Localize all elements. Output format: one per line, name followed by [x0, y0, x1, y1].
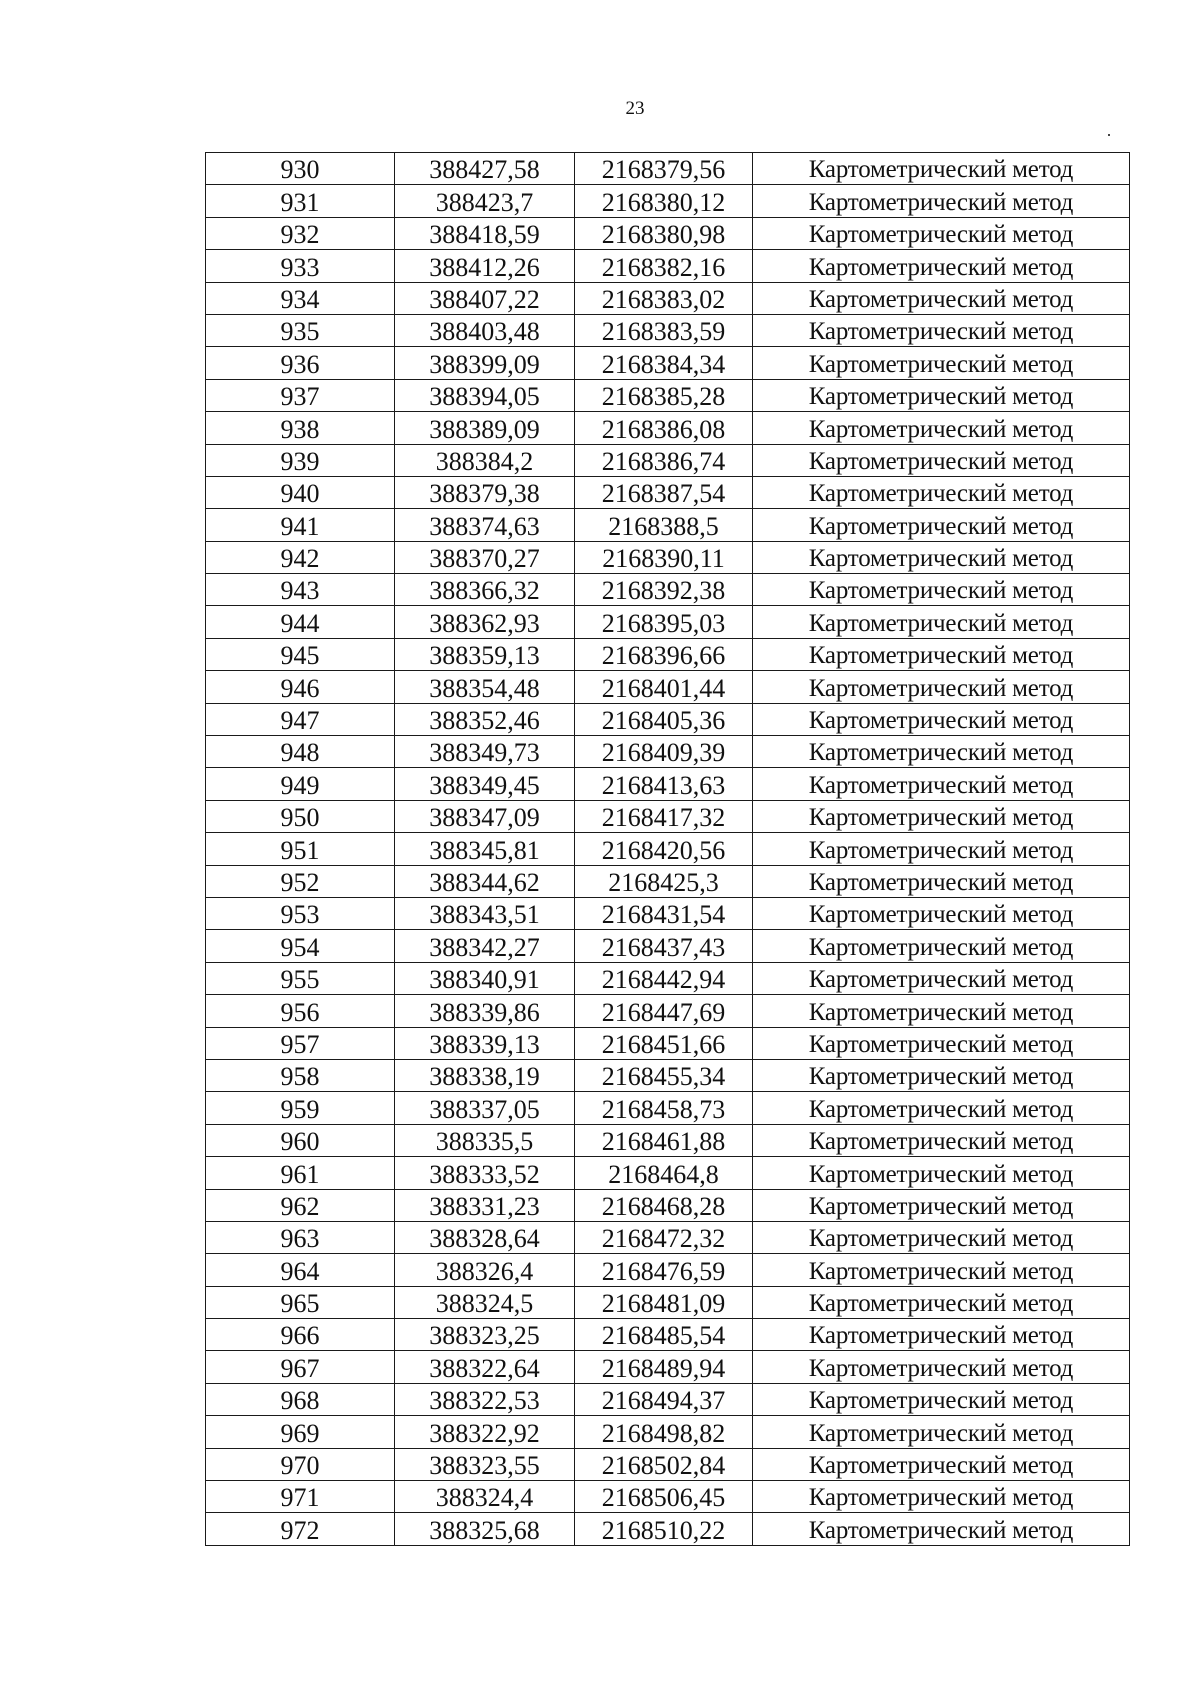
- table-row: [206, 1221, 1130, 1253]
- y-coordinate-cell: 2168379,56: [575, 153, 753, 185]
- x-coordinate-cell: 388370,27: [395, 541, 575, 573]
- y-coordinate-cell: 2168396,66: [575, 638, 753, 670]
- y-coordinate-cell: 2168382,16: [575, 250, 753, 282]
- y-coordinate-cell: 2168420,56: [575, 833, 753, 865]
- table-row: [206, 347, 1130, 379]
- point-number-cell: 970: [206, 1448, 395, 1480]
- table-row: [206, 1351, 1130, 1383]
- x-coordinate-cell: 388345,81: [395, 833, 575, 865]
- method-cell: Картометрический метод: [753, 995, 1130, 1027]
- x-coordinate-cell: 388340,91: [395, 962, 575, 994]
- method-cell: Картометрический метод: [753, 1448, 1130, 1480]
- method-cell: Картометрический метод: [753, 671, 1130, 703]
- point-number-cell: 968: [206, 1383, 395, 1415]
- x-coordinate-cell: 388339,13: [395, 1027, 575, 1059]
- y-coordinate-cell: 2168485,54: [575, 1319, 753, 1351]
- method-cell: Картометрический метод: [753, 1416, 1130, 1448]
- method-cell: Картометрический метод: [753, 962, 1130, 994]
- y-coordinate-cell: 2168510,22: [575, 1513, 753, 1545]
- table-row: [206, 995, 1130, 1027]
- y-coordinate-cell: 2168464,8: [575, 1157, 753, 1189]
- y-coordinate-cell: 2168498,82: [575, 1416, 753, 1448]
- table-row: [206, 606, 1130, 638]
- method-cell: Картометрический метод: [753, 736, 1130, 768]
- y-coordinate-cell: 2168405,36: [575, 703, 753, 735]
- table-row: [206, 897, 1130, 929]
- y-coordinate-cell: 2168390,11: [575, 541, 753, 573]
- y-coordinate-cell: 2168455,34: [575, 1059, 753, 1091]
- table-row: [206, 671, 1130, 703]
- point-number-cell: 949: [206, 768, 395, 800]
- scan-speck: [1108, 134, 1110, 136]
- y-coordinate-cell: 2168380,98: [575, 217, 753, 249]
- table-row: [206, 1254, 1130, 1286]
- point-number-cell: 954: [206, 930, 395, 962]
- table-row: [206, 833, 1130, 865]
- table-row: [206, 962, 1130, 994]
- x-coordinate-cell: 388331,23: [395, 1189, 575, 1221]
- x-coordinate-cell: 388326,4: [395, 1254, 575, 1286]
- x-coordinate-cell: 388362,93: [395, 606, 575, 638]
- method-cell: Картометрический метод: [753, 541, 1130, 573]
- table-row: [206, 1059, 1130, 1091]
- table-row: [206, 1157, 1130, 1189]
- point-number-cell: 947: [206, 703, 395, 735]
- point-number-cell: 972: [206, 1513, 395, 1545]
- table-row: [206, 736, 1130, 768]
- method-cell: Картометрический метод: [753, 1286, 1130, 1318]
- y-coordinate-cell: 2168386,74: [575, 444, 753, 476]
- method-cell: Картометрический метод: [753, 250, 1130, 282]
- point-number-cell: 945: [206, 638, 395, 670]
- x-coordinate-cell: 388403,48: [395, 314, 575, 346]
- x-coordinate-cell: 388418,59: [395, 217, 575, 249]
- y-coordinate-cell: 2168383,02: [575, 282, 753, 314]
- point-number-cell: 936: [206, 347, 395, 379]
- point-number-cell: 946: [206, 671, 395, 703]
- method-cell: Картометрический метод: [753, 1513, 1130, 1545]
- method-cell: Картометрический метод: [753, 574, 1130, 606]
- method-cell: Картометрический метод: [753, 1319, 1130, 1351]
- point-number-cell: 939: [206, 444, 395, 476]
- table-row: [206, 1027, 1130, 1059]
- table-row: [206, 574, 1130, 606]
- method-cell: Картометрический метод: [753, 638, 1130, 670]
- y-coordinate-cell: 2168431,54: [575, 897, 753, 929]
- table-row: [206, 250, 1130, 282]
- y-coordinate-cell: 2168461,88: [575, 1124, 753, 1156]
- table-row: [206, 1124, 1130, 1156]
- x-coordinate-cell: 388379,38: [395, 476, 575, 508]
- y-coordinate-cell: 2168387,54: [575, 476, 753, 508]
- method-cell: Картометрический метод: [753, 833, 1130, 865]
- table-row: [206, 217, 1130, 249]
- x-coordinate-cell: 388324,4: [395, 1481, 575, 1513]
- method-cell: Картометрический метод: [753, 800, 1130, 832]
- point-number-cell: 964: [206, 1254, 395, 1286]
- point-number-cell: 933: [206, 250, 395, 282]
- method-cell: Картометрический метод: [753, 1481, 1130, 1513]
- y-coordinate-cell: 2168413,63: [575, 768, 753, 800]
- x-coordinate-cell: 388354,48: [395, 671, 575, 703]
- point-number-cell: 934: [206, 282, 395, 314]
- point-number-cell: 935: [206, 314, 395, 346]
- table-row: [206, 768, 1130, 800]
- x-coordinate-cell: 388325,68: [395, 1513, 575, 1545]
- table-row: [206, 541, 1130, 573]
- point-number-cell: 960: [206, 1124, 395, 1156]
- x-coordinate-cell: 388374,63: [395, 509, 575, 541]
- x-coordinate-cell: 388322,53: [395, 1383, 575, 1415]
- x-coordinate-cell: 388335,5: [395, 1124, 575, 1156]
- point-number-cell: 938: [206, 412, 395, 444]
- y-coordinate-cell: 2168384,34: [575, 347, 753, 379]
- y-coordinate-cell: 2168385,28: [575, 379, 753, 411]
- x-coordinate-cell: 388399,09: [395, 347, 575, 379]
- point-number-cell: 951: [206, 833, 395, 865]
- x-coordinate-cell: 388323,25: [395, 1319, 575, 1351]
- method-cell: Картометрический метод: [753, 1254, 1130, 1286]
- method-cell: Картометрический метод: [753, 444, 1130, 476]
- y-coordinate-cell: 2168417,32: [575, 800, 753, 832]
- y-coordinate-cell: 2168458,73: [575, 1092, 753, 1124]
- table-row: [206, 1319, 1130, 1351]
- method-cell: Картометрический метод: [753, 865, 1130, 897]
- method-cell: Картометрический метод: [753, 282, 1130, 314]
- table-row: [206, 282, 1130, 314]
- table-row: [206, 703, 1130, 735]
- method-cell: Картометрический метод: [753, 768, 1130, 800]
- page-number: 23: [625, 98, 645, 119]
- table-row: [206, 1092, 1130, 1124]
- y-coordinate-cell: 2168401,44: [575, 671, 753, 703]
- point-number-cell: 931: [206, 185, 395, 217]
- x-coordinate-cell: 388349,45: [395, 768, 575, 800]
- method-cell: Картометрический метод: [753, 606, 1130, 638]
- x-coordinate-cell: 388343,51: [395, 897, 575, 929]
- table-row: [206, 1189, 1130, 1221]
- x-coordinate-cell: 388366,32: [395, 574, 575, 606]
- y-coordinate-cell: 2168383,59: [575, 314, 753, 346]
- point-number-cell: 971: [206, 1481, 395, 1513]
- x-coordinate-cell: 388339,86: [395, 995, 575, 1027]
- y-coordinate-cell: 2168481,09: [575, 1286, 753, 1318]
- point-number-cell: 966: [206, 1319, 395, 1351]
- table-row: [206, 444, 1130, 476]
- table-row: [206, 412, 1130, 444]
- table-row: [206, 1286, 1130, 1318]
- y-coordinate-cell: 2168425,3: [575, 865, 753, 897]
- point-number-cell: 961: [206, 1157, 395, 1189]
- table-row: [206, 1481, 1130, 1513]
- y-coordinate-cell: 2168502,84: [575, 1448, 753, 1480]
- point-number-cell: 932: [206, 217, 395, 249]
- x-coordinate-cell: 388322,64: [395, 1351, 575, 1383]
- method-cell: Картометрический метод: [753, 1092, 1130, 1124]
- point-number-cell: 940: [206, 476, 395, 508]
- method-cell: Картометрический метод: [753, 930, 1130, 962]
- method-cell: Картометрический метод: [753, 1027, 1130, 1059]
- method-cell: Картометрический метод: [753, 1383, 1130, 1415]
- point-number-cell: 963: [206, 1221, 395, 1253]
- method-cell: Картометрический метод: [753, 1124, 1130, 1156]
- y-coordinate-cell: 2168395,03: [575, 606, 753, 638]
- table-row: [206, 379, 1130, 411]
- method-cell: Картометрический метод: [753, 1351, 1130, 1383]
- table-row: [206, 865, 1130, 897]
- x-coordinate-cell: 388322,92: [395, 1416, 575, 1448]
- method-cell: Картометрический метод: [753, 347, 1130, 379]
- x-coordinate-cell: 388347,09: [395, 800, 575, 832]
- x-coordinate-cell: 388389,09: [395, 412, 575, 444]
- y-coordinate-cell: 2168380,12: [575, 185, 753, 217]
- point-number-cell: 952: [206, 865, 395, 897]
- method-cell: Картометрический метод: [753, 185, 1130, 217]
- y-coordinate-cell: 2168451,66: [575, 1027, 753, 1059]
- y-coordinate-cell: 2168386,08: [575, 412, 753, 444]
- x-coordinate-cell: 388384,2: [395, 444, 575, 476]
- x-coordinate-cell: 388324,5: [395, 1286, 575, 1318]
- y-coordinate-cell: 2168494,37: [575, 1383, 753, 1415]
- point-number-cell: 957: [206, 1027, 395, 1059]
- method-cell: Картометрический метод: [753, 1059, 1130, 1091]
- method-cell: Картометрический метод: [753, 412, 1130, 444]
- table-row: [206, 638, 1130, 670]
- x-coordinate-cell: 388323,55: [395, 1448, 575, 1480]
- method-cell: Картометрический метод: [753, 897, 1130, 929]
- y-coordinate-cell: 2168476,59: [575, 1254, 753, 1286]
- method-cell: Картометрический метод: [753, 379, 1130, 411]
- table-row: [206, 185, 1130, 217]
- y-coordinate-cell: 2168388,5: [575, 509, 753, 541]
- y-coordinate-cell: 2168437,43: [575, 930, 753, 962]
- point-number-cell: 941: [206, 509, 395, 541]
- point-number-cell: 955: [206, 962, 395, 994]
- x-coordinate-cell: 388423,7: [395, 185, 575, 217]
- point-number-cell: 943: [206, 574, 395, 606]
- method-cell: Картометрический метод: [753, 1189, 1130, 1221]
- table-row: [206, 314, 1130, 346]
- point-number-cell: 953: [206, 897, 395, 929]
- coordinates-table: [205, 152, 1130, 1546]
- point-number-cell: 959: [206, 1092, 395, 1124]
- method-cell: Картометрический метод: [753, 217, 1130, 249]
- y-coordinate-cell: 2168447,69: [575, 995, 753, 1027]
- x-coordinate-cell: 388427,58: [395, 153, 575, 185]
- point-number-cell: 937: [206, 379, 395, 411]
- coordinates-table-body: [206, 153, 1130, 1546]
- y-coordinate-cell: 2168468,28: [575, 1189, 753, 1221]
- y-coordinate-cell: 2168489,94: [575, 1351, 753, 1383]
- method-cell: Картометрический метод: [753, 703, 1130, 735]
- x-coordinate-cell: 388338,19: [395, 1059, 575, 1091]
- table-row: [206, 153, 1130, 185]
- x-coordinate-cell: 388352,46: [395, 703, 575, 735]
- point-number-cell: 942: [206, 541, 395, 573]
- method-cell: Картометрический метод: [753, 509, 1130, 541]
- table-row: [206, 476, 1130, 508]
- point-number-cell: 944: [206, 606, 395, 638]
- x-coordinate-cell: 388349,73: [395, 736, 575, 768]
- table-row: [206, 930, 1130, 962]
- point-number-cell: 965: [206, 1286, 395, 1318]
- table-row: [206, 1416, 1130, 1448]
- method-cell: Картометрический метод: [753, 153, 1130, 185]
- point-number-cell: 962: [206, 1189, 395, 1221]
- x-coordinate-cell: 388394,05: [395, 379, 575, 411]
- y-coordinate-cell: 2168442,94: [575, 962, 753, 994]
- table-row: [206, 1383, 1130, 1415]
- method-cell: Картометрический метод: [753, 476, 1130, 508]
- x-coordinate-cell: 388328,64: [395, 1221, 575, 1253]
- table-row: [206, 1513, 1130, 1545]
- point-number-cell: 969: [206, 1416, 395, 1448]
- x-coordinate-cell: 388337,05: [395, 1092, 575, 1124]
- point-number-cell: 930: [206, 153, 395, 185]
- method-cell: Картометрический метод: [753, 1157, 1130, 1189]
- y-coordinate-cell: 2168392,38: [575, 574, 753, 606]
- method-cell: Картометрический метод: [753, 314, 1130, 346]
- table-row: [206, 509, 1130, 541]
- point-number-cell: 967: [206, 1351, 395, 1383]
- x-coordinate-cell: 388407,22: [395, 282, 575, 314]
- point-number-cell: 948: [206, 736, 395, 768]
- y-coordinate-cell: 2168472,32: [575, 1221, 753, 1253]
- point-number-cell: 958: [206, 1059, 395, 1091]
- x-coordinate-cell: 388359,13: [395, 638, 575, 670]
- y-coordinate-cell: 2168409,39: [575, 736, 753, 768]
- table-row: [206, 800, 1130, 832]
- method-cell: Картометрический метод: [753, 1221, 1130, 1253]
- x-coordinate-cell: 388344,62: [395, 865, 575, 897]
- point-number-cell: 956: [206, 995, 395, 1027]
- x-coordinate-cell: 388412,26: [395, 250, 575, 282]
- x-coordinate-cell: 388333,52: [395, 1157, 575, 1189]
- table-row: [206, 1448, 1130, 1480]
- y-coordinate-cell: 2168506,45: [575, 1481, 753, 1513]
- point-number-cell: 950: [206, 800, 395, 832]
- x-coordinate-cell: 388342,27: [395, 930, 575, 962]
